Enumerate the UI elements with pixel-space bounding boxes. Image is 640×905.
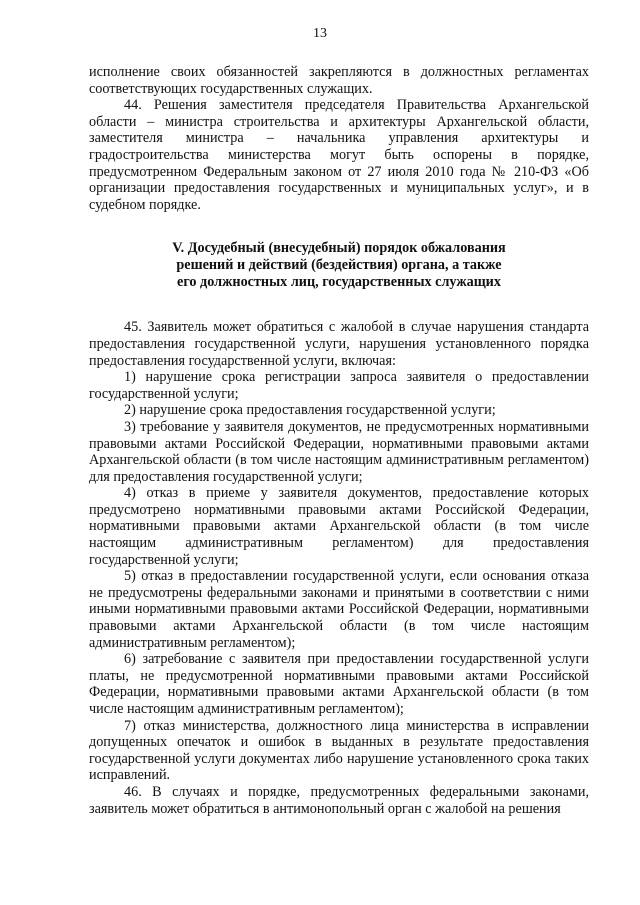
list-item-6: 6) затребование с заявителя при предоставлении государственной услуги платы, не предусмотренной нормативными правовыми актами Российской Федерации, нормативными правовыми актами Архангельской области (в том числе настоящим административным регламентом); — [89, 651, 589, 717]
paragraph-continuation: исполнение своих обязанностей закрепляются в должностных регламентах соответствующих государственных служащих. — [89, 64, 589, 97]
document-body — [89, 64, 589, 817]
list-item-7: 7) отказ министерства, должностного лица министерства в исправлении допущенных опечаток и ошибок в выданных в результате предоставления государственной услуги документах либо нарушение установленного срока таких исправлений. — [89, 717, 589, 784]
list-item-2: 2) нарушение срока предоставления государственной услуги; — [124, 402, 496, 419]
section-heading-line: решений и действий (бездействия) органа, а также — [176, 257, 502, 274]
section-heading-line: его должностных лиц, государственных служащих — [177, 274, 501, 291]
list-item-1: 1) нарушение срока регистрации запроса заявителя о предоставлении государственной услуги; — [89, 369, 589, 402]
paragraph-44: 44. Решения заместителя председателя Правительства Архангельской области – министра строительства и архитектуры Архангельской области, заместителя министра – начальника управления архитектуры и градостроительства министерства могут быть оспорены в порядке, предусмотренном Федеральным законом от 27 июля 2010 года № 210-ФЗ «Об организации предоставления государственных и муниципальных услуг», и в судебном порядке. — [89, 97, 589, 213]
list-item-5: 5) отказ в предоставлении государственной услуги, если основания отказа не предусмотрены федеральными законами и принятыми в соответствии с ними иными нормативными правовыми актами Российской Федерации, нормативными правовыми актами Архангельской области (в том числе настоящим административным регламентом); — [89, 568, 589, 651]
list-item-4: 4) отказ в приеме у заявителя документов, предоставление которых предусмотрено нормативными правовыми актами Российской Федерации, нормативными правовыми актами Архангельской области (в том числе настоящим административным регламентом) для предоставления государственной услуги; — [89, 485, 589, 568]
list-item-3: 3) требование у заявителя документов, не предусмотренных нормативными правовыми актами Российской Федерации, нормативными правовыми актами Архангельской области (в том числе настоящим административным регламентом) для предоставления государственной услуги; — [89, 418, 589, 485]
section-heading-line: V. Досудебный (внесудебный) порядок обжалования — [172, 240, 506, 257]
paragraph-45: 45. Заявитель может обратиться с жалобой в случае нарушения стандарта предоставления государственной услуги, нарушения установленного порядка предоставления государственной услуги, включая: — [89, 319, 589, 369]
section-heading — [89, 240, 589, 291]
page-number: 13 — [313, 26, 327, 41]
paragraph-46: 46. В случаях и порядке, предусмотренных федеральными законами, заявитель может обратиться в антимонопольный орган с жалобой на решения — [89, 783, 589, 817]
